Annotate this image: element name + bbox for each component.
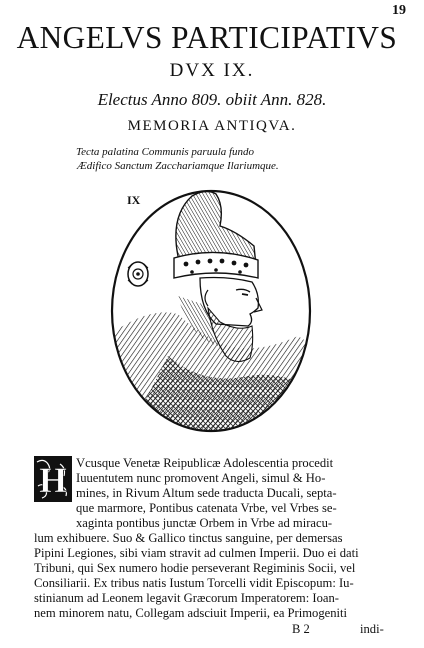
signature-mark: B 2 — [292, 622, 310, 636]
body-line: mines, in Rivum Altum sede traducta Ducali, septa- — [76, 486, 337, 500]
body-line: Tribuni, qui Sex numero hodie perseverant Regiminis Socii, vel — [34, 561, 356, 575]
page-title: ANGELVS PARTICIPATIVS — [16, 19, 398, 55]
portrait-label: IX — [127, 193, 141, 207]
doge-portrait-icon — [108, 186, 314, 434]
dropcap-ornament-icon — [34, 456, 72, 502]
body-line: Pipini Legiones, sibi viam stravit ad culmen Imperii. Duo ei dati — [34, 546, 359, 560]
body-line: Consiliarii. Ex tribus natis Iustum Torcelli vidit Episcopum: Iu- — [34, 576, 354, 590]
body-line: stinianum ad Leonem legavit Græcorum Imperatorem: Ioan- — [34, 591, 339, 605]
body-line: Vcusque Venetæ Reipublicæ Adolescentia procedit — [76, 456, 334, 470]
memoria-heading: MEMORIA ANTIQVA. — [127, 118, 297, 134]
page-subtitle: DVX IX. — [169, 60, 255, 81]
dropcap-letter: H — [38, 460, 68, 500]
body-line: lum exhibuere. Suo & Gallico tinctus sanguine, per demersas — [34, 531, 343, 545]
body-line: nem minorem natu, Collegam adsciuit Imperii, ea Primogeniti — [34, 606, 348, 620]
catchword: indi- — [360, 622, 384, 636]
verse-line-1: Tecta palatina Communis paruula fundo — [76, 146, 255, 158]
page-number: 19 — [392, 3, 406, 18]
election-dates: Electus Anno 809. obiit Ann. 828. — [97, 90, 327, 109]
body-line: que marmore, Pontibus catenata Vrbe, vel Vrbes se- — [76, 501, 337, 515]
verse-line-2: Ædifico Sanctum Zacchariamque Ilariumque. — [77, 160, 279, 172]
body-line: xaginta pontibus junctæ Orbem in Vrbe ad miracu- — [76, 516, 333, 530]
body-line: Iuuentutem nunc promovent Angeli, simul & Ho- — [76, 471, 326, 485]
